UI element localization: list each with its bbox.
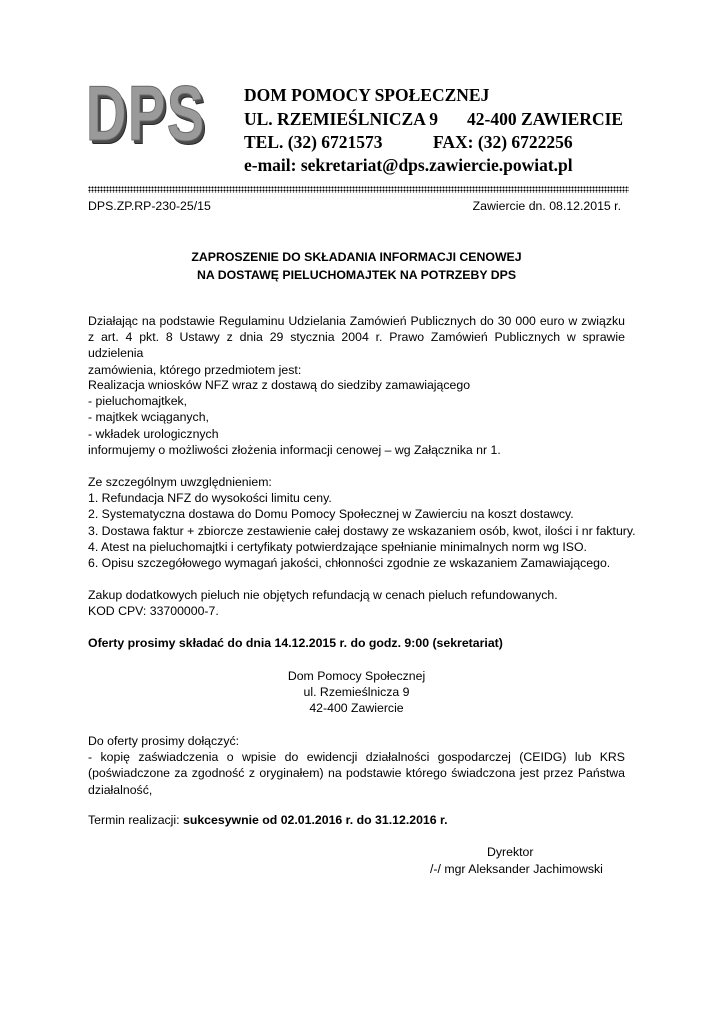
document-title-line1: ZAPROSZENIE DO SKŁADANIA INFORMACJI CENOWEJ bbox=[191, 250, 522, 264]
scope-line: Realizacja wniosków NFZ wraz z dostawą do siedziby zamawiającego bbox=[88, 378, 471, 392]
org-email: e-mail: sekretariat@dps.zawiercie.powiat.pl bbox=[244, 155, 573, 175]
scope-item: - wkładek urologicznych bbox=[88, 426, 219, 441]
attachments-line: (poświadczone za zgodność z oryginałem) na podstawie którego świadczona jest przez Państwa bbox=[88, 766, 625, 781]
dps-logo bbox=[86, 69, 218, 160]
org-fax: FAX: (32) 6722256 bbox=[433, 132, 573, 152]
document-date: Zawiercie dn. 08.12.2015 r. bbox=[472, 199, 621, 213]
dps-logo-text: DPS bbox=[86, 69, 206, 157]
document-title-line2: NA DOSTAWĘ PIELUCHOMAJTEK NA POTRZEBY DPS bbox=[196, 268, 517, 282]
condition-item: 2. Systematyczna dostawa do Domu Pomocy Społecznej w Zawierciu na koszt dostawcy. bbox=[88, 507, 574, 522]
address-line: 42-400 Zawiercie bbox=[309, 701, 404, 716]
scope-item: - pieluchomajtkek, bbox=[88, 394, 188, 409]
attachments-line: - kopię zaświadczenia o wpisie do ewidencji działalności gospodarczej (CEIDG) lub KRS bbox=[88, 750, 625, 765]
address-block bbox=[88, 668, 625, 717]
condition-item: 6. Opisu szczegółowego wymagań jakości, chłonności zgodnie ze wskazaniem Zamawiającego. bbox=[88, 556, 611, 571]
intro-line: zamówienia, którego przedmiotem jest: bbox=[88, 362, 302, 377]
note-paragraph bbox=[88, 587, 625, 619]
term-value: sukcesywnie od 02.01.2016 r. do 31.12.2016 r. bbox=[182, 813, 448, 827]
cpv-code: KOD CPV: 33700000-7. bbox=[88, 604, 219, 619]
signature-name: /-/ mgr Aleksander Jachimowski bbox=[430, 862, 603, 876]
org-name: DOM POMOCY SPOŁECZNEJ bbox=[244, 85, 490, 105]
org-phone: TEL. (32) 6721573 bbox=[244, 132, 383, 152]
reference-number: DPS.ZP.RP-230-25/15 bbox=[88, 199, 211, 213]
offer-deadline: Oferty prosimy składać do dnia 14.12.2015 r. do godz. 9:00 (sekretariat) bbox=[88, 636, 503, 650]
condition-item: 3. Dostawa faktur + zbiorcze zestawienie całej dostawy ze wskazaniem osób, kwot, ilości i nr faktury. bbox=[88, 523, 636, 538]
intro-line: Działając na podstawie Regulaminu Udzielania Zamówień Publicznych do 30 000 euro w związku bbox=[88, 314, 625, 328]
term-label: Termin realizacji: bbox=[88, 813, 183, 827]
intro-paragraph bbox=[88, 313, 625, 378]
condition-item: 1. Refundacja NFZ do wysokości limitu ceny. bbox=[88, 491, 332, 506]
conditions-heading: Ze szczególnym uwzględnieniem: bbox=[88, 475, 272, 489]
scope-item: - majtkek wciąganych, bbox=[88, 410, 209, 425]
scope-paragraph bbox=[88, 377, 625, 458]
realization-term bbox=[88, 812, 625, 828]
address-line: Dom Pomocy Społecznej bbox=[287, 669, 426, 683]
attachments-line: działalność, bbox=[88, 782, 153, 797]
letterhead-divider bbox=[88, 186, 629, 193]
org-city: 42-400 ZAWIERCIE bbox=[467, 109, 624, 129]
note-line: Zakup dodatkowych pieluch nie objętych refundacją w cenach pieluch refundowanych. bbox=[88, 588, 558, 602]
attachments-paragraph bbox=[88, 733, 625, 798]
signature-role: Dyrektor bbox=[487, 845, 534, 859]
conditions-list bbox=[88, 474, 636, 571]
scope-line: informujemy o możliwości złożenia informacji cenowej – wg Załącznika nr 1. bbox=[88, 442, 501, 457]
intro-line: z art. 4 pkt. 8 Ustawy z dnia 29 stycznia 2004 r. Prawo Zamówień Publicznych w sprawie udzielenia bbox=[88, 330, 625, 361]
address-line: ul. Rzemieślnicza 9 bbox=[303, 685, 410, 700]
org-address: UL. RZEMIEŚLNICZA 9 bbox=[244, 109, 439, 129]
condition-item: 4. Atest na pieluchomajtki i certyfikaty potwierdzające spełnianie minimalnych norm wg ISO. bbox=[88, 539, 587, 554]
attachments-heading: Do oferty prosimy dołączyć: bbox=[88, 734, 240, 748]
